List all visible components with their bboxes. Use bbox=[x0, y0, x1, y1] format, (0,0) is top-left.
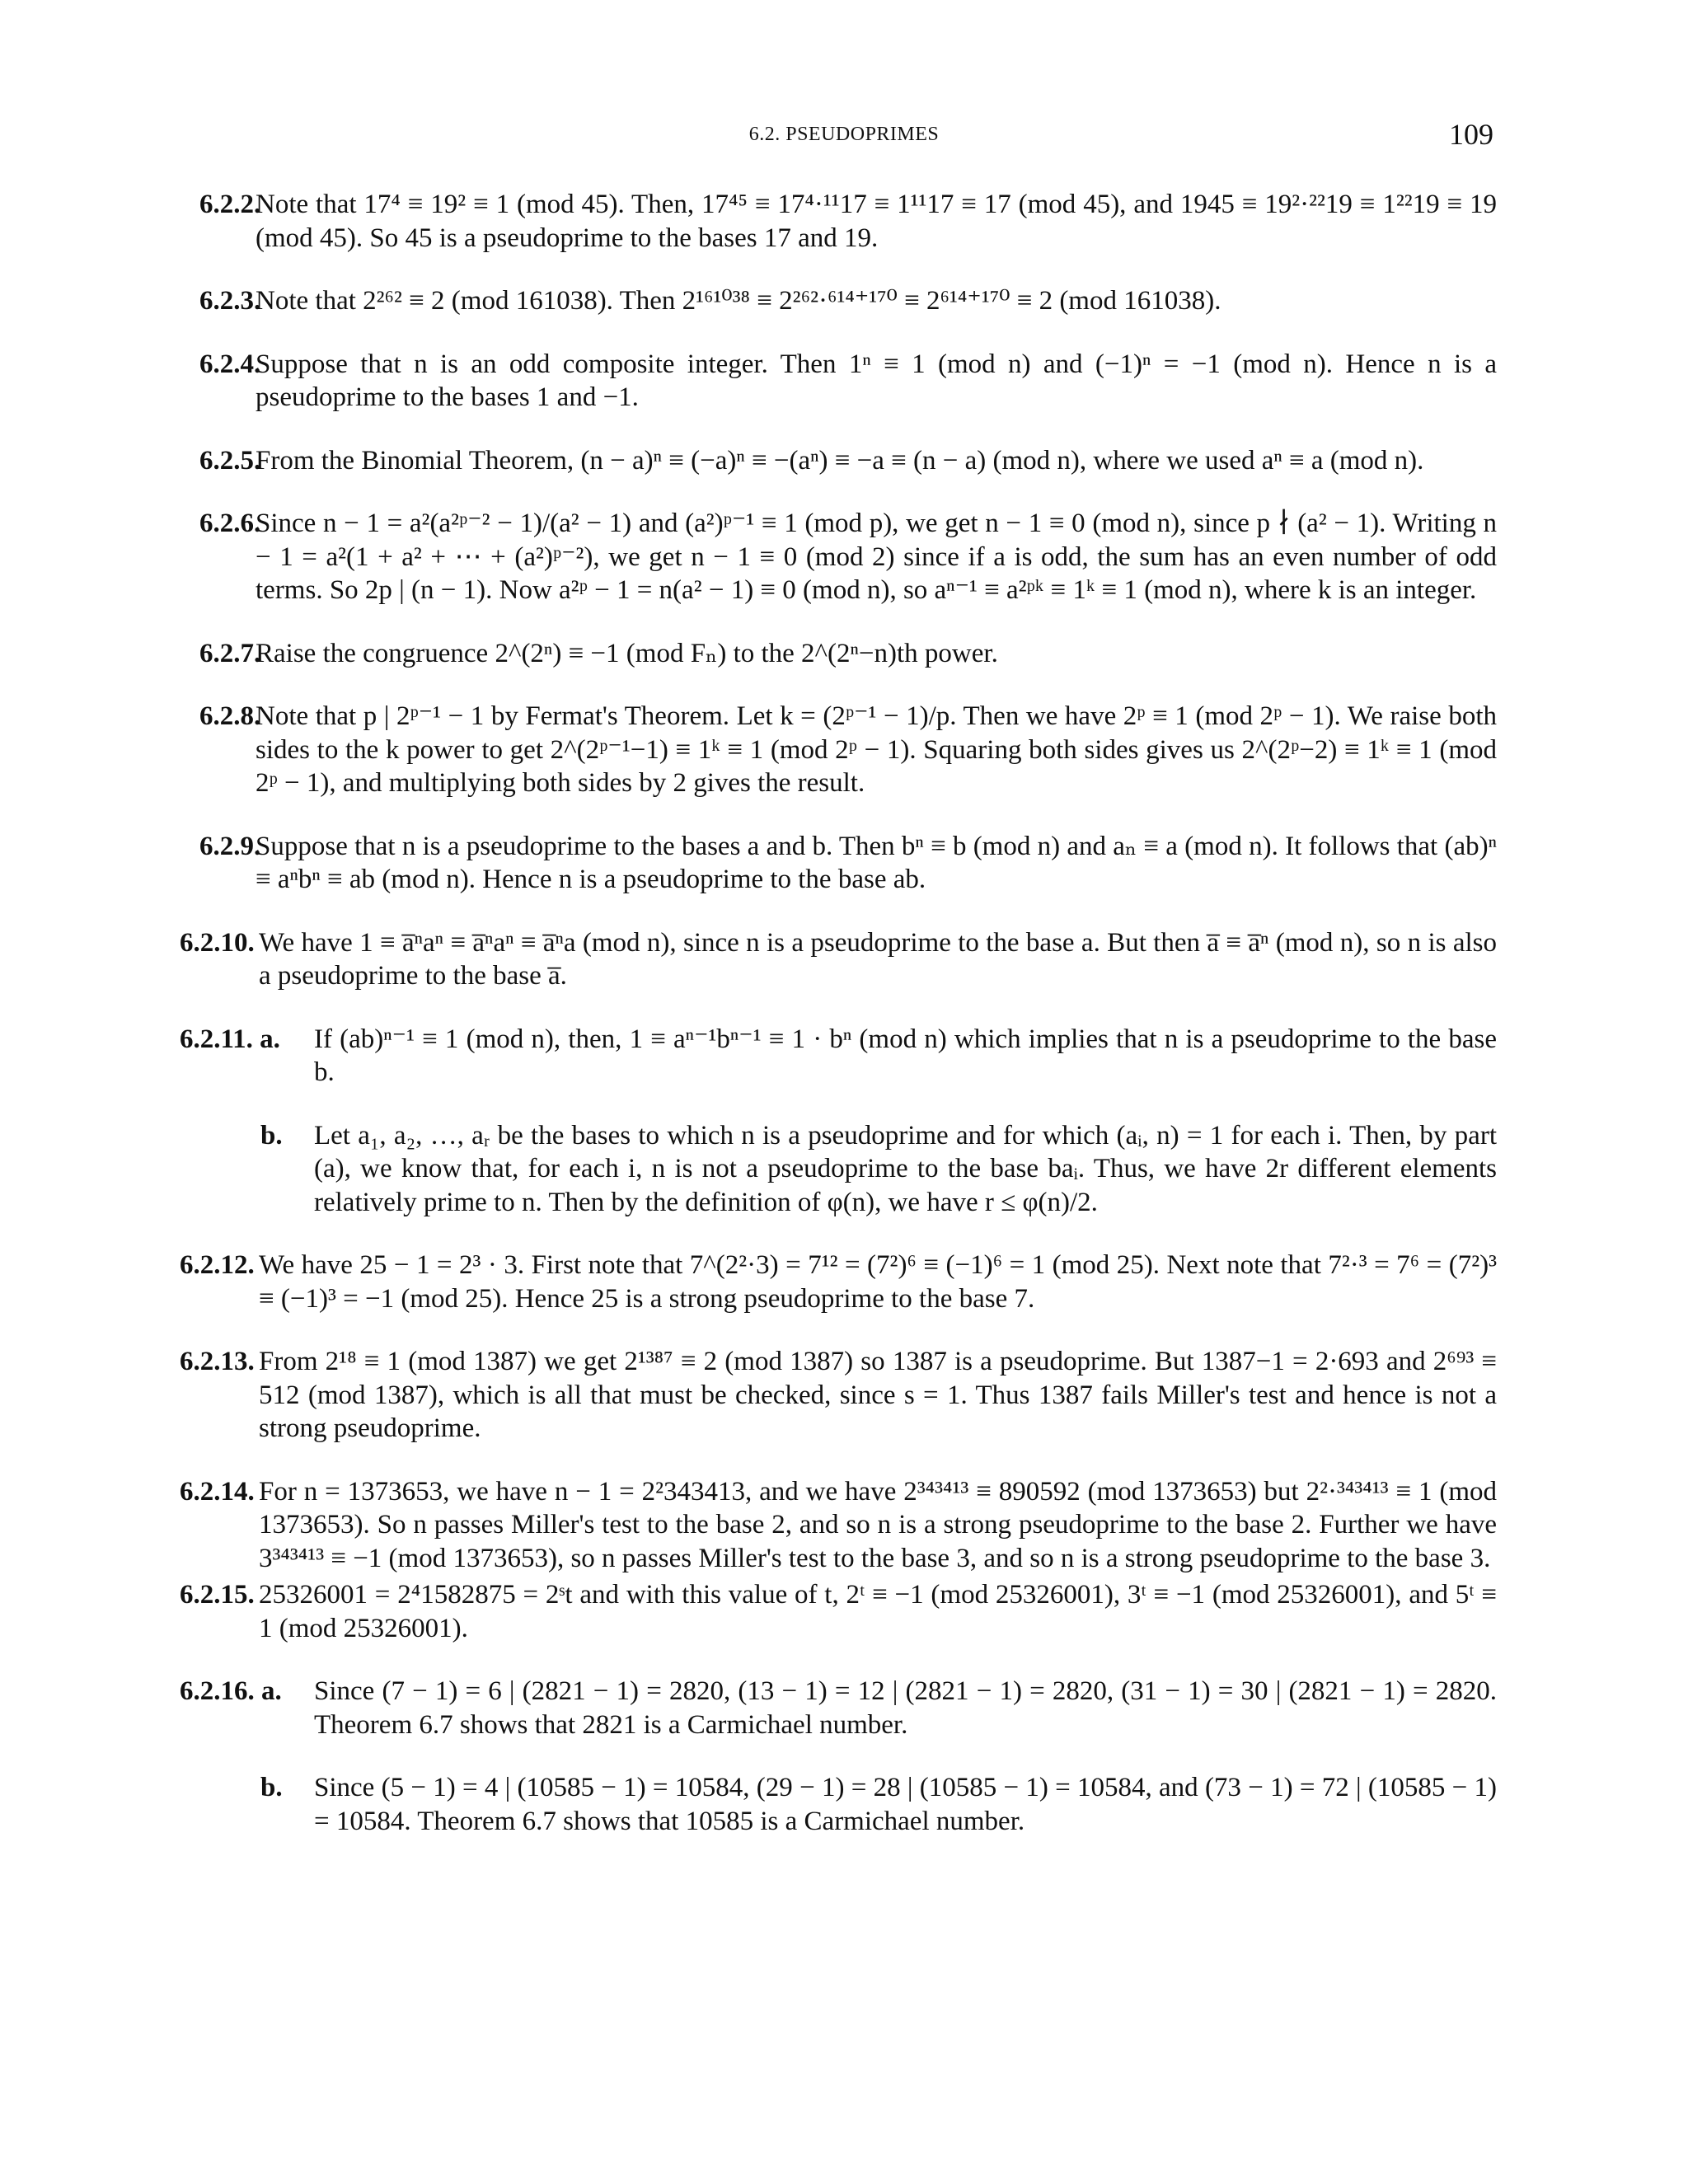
exercise-number: 6.2.2. bbox=[199, 190, 261, 219]
exercise-text: Since (5 − 1) = 4 | (10585 − 1) = 10584, (29 − 1) = 28 | (10585 − 1) = 10584, and (73 − 1) = 72 | (10585 − 1) = 10584. Theorem 6.7 shows that 10585 is a Carmichael number. bbox=[314, 1773, 1497, 1836]
exercise-6-2-8 bbox=[180, 700, 1497, 800]
exercise-6-2-16b bbox=[180, 1771, 1497, 1838]
exercise-number: 6.2.7. bbox=[199, 638, 261, 668]
exercise-6-2-3 bbox=[180, 284, 1497, 318]
exercise-text: Suppose that n is a pseudoprime to the bases a and b. Then bⁿ ≡ b (mod n) and aₙ ≡ a (mod n). It follows that (ab)ⁿ ≡ aⁿbⁿ ≡ ab (mod n). Hence n is a pseudoprime to the base ab. bbox=[256, 831, 1497, 894]
exercise-6-2-6 bbox=[180, 507, 1497, 607]
exercise-6-2-7 bbox=[180, 637, 1497, 671]
exercise-6-2-12 bbox=[180, 1249, 1497, 1315]
exercise-number: 6.2.13. bbox=[180, 1347, 255, 1376]
exercise-6-2-11a bbox=[180, 1023, 1497, 1090]
exercise-text: Note that 2²⁶² ≡ 2 (mod 161038). Then 2¹⁶¹⁰³⁸ ≡ 2²⁶²·⁶¹⁴⁺¹⁷⁰ ≡ 2⁶¹⁴⁺¹⁷⁰ ≡ 2 (mod 161038). bbox=[256, 286, 1221, 316]
exercise-6-2-14 bbox=[180, 1475, 1497, 1576]
exercise-number: 6.2.5. bbox=[199, 445, 261, 476]
exercise-6-2-2 bbox=[180, 188, 1497, 255]
exercise-text: From the Binomial Theorem, (n − a)ⁿ ≡ (−a)ⁿ ≡ −(aⁿ) ≡ −a ≡ (n − a) (mod n), where we used aⁿ ≡ a (mod n). bbox=[256, 445, 1424, 476]
exercise-6-2-10 bbox=[180, 926, 1497, 993]
exercise-number: 6.2.14. bbox=[180, 1476, 255, 1507]
exercise-number: 6.2.3. bbox=[199, 286, 261, 316]
exercise-6-2-9 bbox=[180, 830, 1497, 897]
exercise-6-2-13 bbox=[180, 1345, 1497, 1446]
exercise-number: 6.2.11. a. bbox=[180, 1024, 280, 1054]
page-number: 109 bbox=[1449, 118, 1493, 151]
exercise-number: 6.2.6. bbox=[199, 509, 261, 538]
exercise-text: If (ab)ⁿ⁻¹ ≡ 1 (mod n), then, 1 ≡ aⁿ⁻¹bⁿ⁻¹ ≡ 1 · bⁿ (mod n) which implies that n is a pseudoprime to the base b. bbox=[314, 1024, 1497, 1087]
exercise-text: We have 1 ≡ a̅ⁿaⁿ ≡ a̅ⁿaⁿ ≡ a̅ⁿa (mod n), since n is a pseudoprime to the base a. But then a̅ ≡ a̅ⁿ (mod n), so n is also a pseudoprime to the base a̅. bbox=[259, 927, 1497, 991]
exercise-number: 6.2.4. bbox=[199, 349, 261, 379]
exercise-6-2-11b bbox=[180, 1119, 1497, 1220]
exercise-number: 6.2.16. a. bbox=[180, 1676, 282, 1706]
exercise-6-2-4 bbox=[180, 348, 1497, 415]
exercise-text: 25326001 = 2⁴1582875 = 2ˢt and with this value of t, 2ᵗ ≡ −1 (mod 25326001), 3ᵗ ≡ −1 (mod 25326001), and 5ᵗ ≡ 1 (mod 25326001). bbox=[259, 1580, 1497, 1643]
exercise-number: 6.2.10. bbox=[180, 927, 255, 958]
exercise-number: 6.2.8. bbox=[199, 701, 261, 731]
exercise-text: We have 25 − 1 = 2³ · 3. First note that 7^(2²·3) = 7¹² = (7²)⁶ ≡ (−1)⁶ = 1 (mod 25). Next note that 7²·³ = 7⁶ = (7²)³ ≡ (−1)³ = −1 (mod 25). Hence 25 is a strong pseudoprime to the base 7. bbox=[259, 1250, 1497, 1314]
exercise-text: For n = 1373653, we have n − 1 = 2²343413, and we have 2³⁴³⁴¹³ ≡ 890592 (mod 1373653) but 2²·³⁴³⁴¹³ ≡ 1 (mod 1373653). So n passes Miller's test to the base 2, and so n is a strong pseudoprime to the base 2. Further we have 3³⁴³⁴¹³ ≡ −1 (mod 1373653), so n passes Miller's test to the base 3, and so n is a strong pseudoprime to the base 3. bbox=[259, 1476, 1497, 1573]
running-head: 6.2. PSEUDOPRIMES bbox=[748, 124, 940, 145]
exercise-text: Since (7 − 1) = 6 | (2821 − 1) = 2820, (13 − 1) = 12 | (2821 − 1) = 2820, (31 − 1) = 30 | (2821 − 1) = 2820. Theorem 6.7 shows that 2821 is a Carmichael number. bbox=[314, 1676, 1497, 1740]
exercise-number: 6.2.9. bbox=[199, 831, 261, 861]
exercise-6-2-16a bbox=[180, 1675, 1497, 1741]
exercise-number: b. bbox=[260, 1120, 283, 1151]
exercise-text: Note that 17⁴ ≡ 19² ≡ 1 (mod 45). Then, 17⁴⁵ ≡ 17⁴·¹¹17 ≡ 1¹¹17 ≡ 17 (mod 45), and 1945 ≡ 19²·²²19 ≡ 1²²19 ≡ 19 (mod 45). So 45 is a pseudoprime to the bases 17 and 19. bbox=[256, 190, 1497, 253]
exercise-number: 6.2.15. bbox=[180, 1580, 255, 1610]
exercise-list bbox=[180, 188, 1497, 1868]
exercise-text: From 2¹⁸ ≡ 1 (mod 1387) we get 2¹³⁸⁷ ≡ 2 (mod 1387) so 1387 is a pseudoprime. But 1387−1 = 2·693 and 2⁶⁹³ ≡ 512 (mod 1387), which is all that must be checked, since s = 1. Thus 1387 fails Miller's test and hence is not a strong pseudoprime. bbox=[259, 1347, 1497, 1443]
exercise-number: b. bbox=[260, 1773, 283, 1802]
exercise-6-2-15 bbox=[180, 1578, 1497, 1645]
exercise-text: Let a₁, a₂, …, aᵣ be the bases to which n is a pseudoprime and for which (aᵢ, n) = 1 for each i. Then, by part (a), we know that, for each i, n is not a pseudoprime to the base baᵢ. Thus, we have 2r different elements relatively prime to n. Then by the definition of φ(n), we have r ≤ φ(n)/2. bbox=[314, 1120, 1497, 1217]
exercise-6-2-5 bbox=[180, 444, 1497, 478]
exercise-number: 6.2.12. bbox=[180, 1250, 255, 1280]
exercise-text: Since n − 1 = a²(a²ᵖ⁻² − 1)/(a² − 1) and (a²)ᵖ⁻¹ ≡ 1 (mod p), we get n − 1 ≡ 0 (mod n), since p ∤ (a² − 1). Writing n − 1 = a²(1 + a² + ⋯ + (a²)ᵖ⁻²), we get n − 1 ≡ 0 (mod 2) since if a is odd, the sum has an even number of odd terms. So 2p | (n − 1). Now a²ᵖ − 1 = n(a² − 1) ≡ 0 (mod n), so aⁿ⁻¹ ≡ a²ᵖᵏ ≡ 1ᵏ ≡ 1 (mod n), where k is an integer. bbox=[256, 509, 1497, 605]
exercise-text: Raise the congruence 2^(2ⁿ) ≡ −1 (mod Fₙ) to the 2^(2ⁿ−n)th power. bbox=[256, 638, 998, 668]
exercise-text: Note that p | 2ᵖ⁻¹ − 1 by Fermat's Theorem. Let k = (2ᵖ⁻¹ − 1)/p. Then we have 2ᵖ ≡ 1 (mod 2ᵖ − 1). We raise both sides to the k power to get 2^(2ᵖ⁻¹−1) ≡ 1ᵏ ≡ 1 (mod 2ᵖ − 1). Squaring both sides gives us 2^(2ᵖ−2) ≡ 1ᵏ ≡ 1 (mod 2ᵖ − 1), and multiplying both sides by 2 gives the result. bbox=[256, 701, 1497, 798]
exercise-text: Suppose that n is an odd composite integer. Then 1ⁿ ≡ 1 (mod n) and (−1)ⁿ = −1 (mod n). Hence n is a pseudoprime to the bases 1 and −1. bbox=[256, 349, 1497, 412]
